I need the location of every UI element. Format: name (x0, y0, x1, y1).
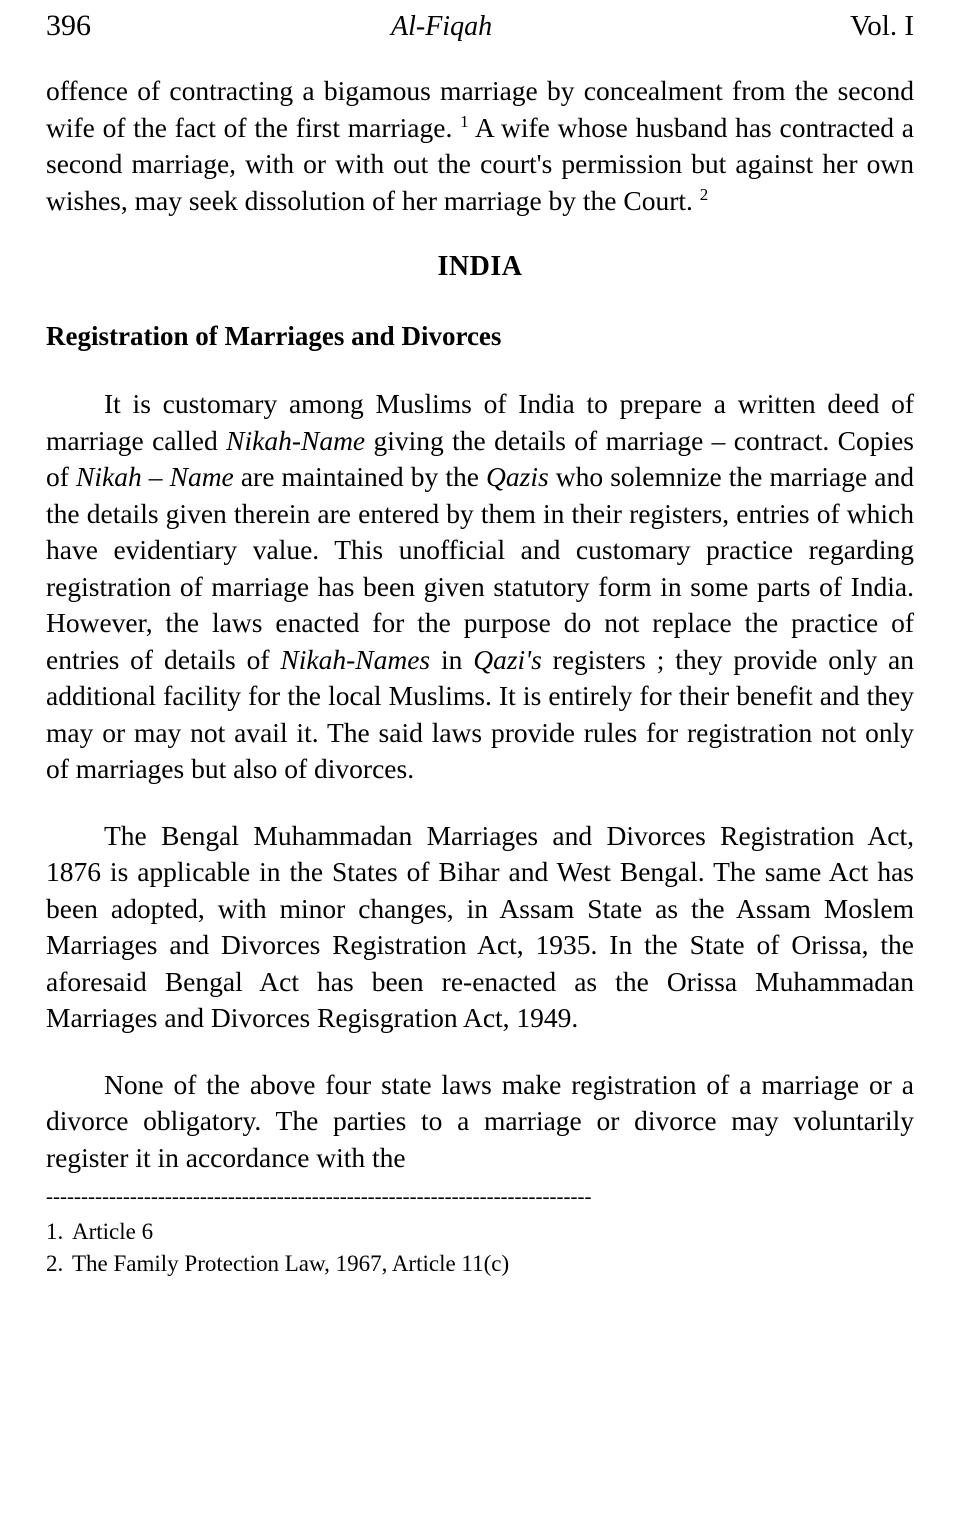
running-head (46, 6, 914, 47)
term-nikah-name-2: Nikah – Name (76, 461, 234, 492)
footnote-number: 1. (46, 1219, 64, 1244)
footnote-text: Article 6 (72, 1219, 154, 1244)
page-number: 396 (46, 9, 91, 42)
footnote-number: 2. (46, 1251, 64, 1276)
para2-part-a: It is customary among Muslims of India to prepare a written deed of marriage called (46, 388, 914, 456)
paragraph-continuation (46, 73, 914, 219)
para2-part-e: in (430, 643, 474, 675)
para1-part-a: offence of contracting a bigamous marriage by concealment from the second wife of the fact of the first marriage. (46, 75, 914, 143)
footnote-item (46, 1216, 914, 1248)
section-heading: Registration of Marriages and Divorces (46, 321, 502, 351)
footnote-item (46, 1248, 914, 1280)
para2-part-c: are maintained by the (233, 461, 487, 492)
country-heading: INDIA (437, 251, 523, 282)
para2-part-b: giving the details of marriage – contract. Copies of (46, 424, 914, 492)
paragraph-bengal-act: The Bengal Muhammadan Marriages and Divorces Registration Act, 1876 is applicable in the States of Bihar and West Bengal. The same Act has been adopted, with minor changes, in Assam State as the Assam Moslem Marriages and Divorces Registration Act, 1935. In the State of Orissa, the aforesaid Bengal Act has been re-enacted as the Orissa Muhammadan Marriages and Divorces Regisgration Act, 1949. (46, 819, 914, 1033)
para1-part-b: A wife whose husband has contracted a second marriage, with or with out the court's permission but against her own wishes, may seek dissolution of her marriage by the Court. (46, 111, 914, 216)
term-nikah-names: Nikah-Names (280, 643, 431, 675)
footnote-list (46, 1216, 914, 1280)
paragraph-customary-practice (46, 386, 914, 788)
para2-part-f: registers ; they provide only an additional facility for the local Muslims. It is entirely for their benefit and they may or may not avail it. The said laws provide rules for registration not only of marriages but also of divorces. (46, 643, 915, 784)
footnote-text: The Family Protection Law, 1967, Article 11(c) (72, 1251, 510, 1276)
footnote-marker-2: 2 (699, 184, 709, 204)
term-nikah-name: Nikah-Name (226, 424, 366, 456)
footnote-marker-1: 1 (460, 111, 469, 131)
term-qazis-possessive: Qazi's (473, 643, 542, 675)
para2-part-d: who solemnize the marriage and the details given therein are entered by them in their registers, entries of which have evidentiary value. This unofficial and customary practice regarding registration of marriage has been given statutory form in some parts of India. However, the laws enacted for the purpose do not replace the practice of entries of details of (46, 461, 914, 675)
book-title: Al-Fiqah (390, 11, 493, 42)
term-qazis: Qazis (486, 461, 549, 492)
footnote-separator: ------------------------------------------------------------------------------ (46, 1190, 592, 1206)
body-text (46, 73, 914, 1176)
volume-label: Vol. I (850, 10, 914, 42)
paragraph-voluntary-registration: None of the above four state laws make registration of a marriage or a divorce obligatory. The parties to a marriage or divorce may voluntarily register it in accordance with the (46, 1068, 914, 1173)
